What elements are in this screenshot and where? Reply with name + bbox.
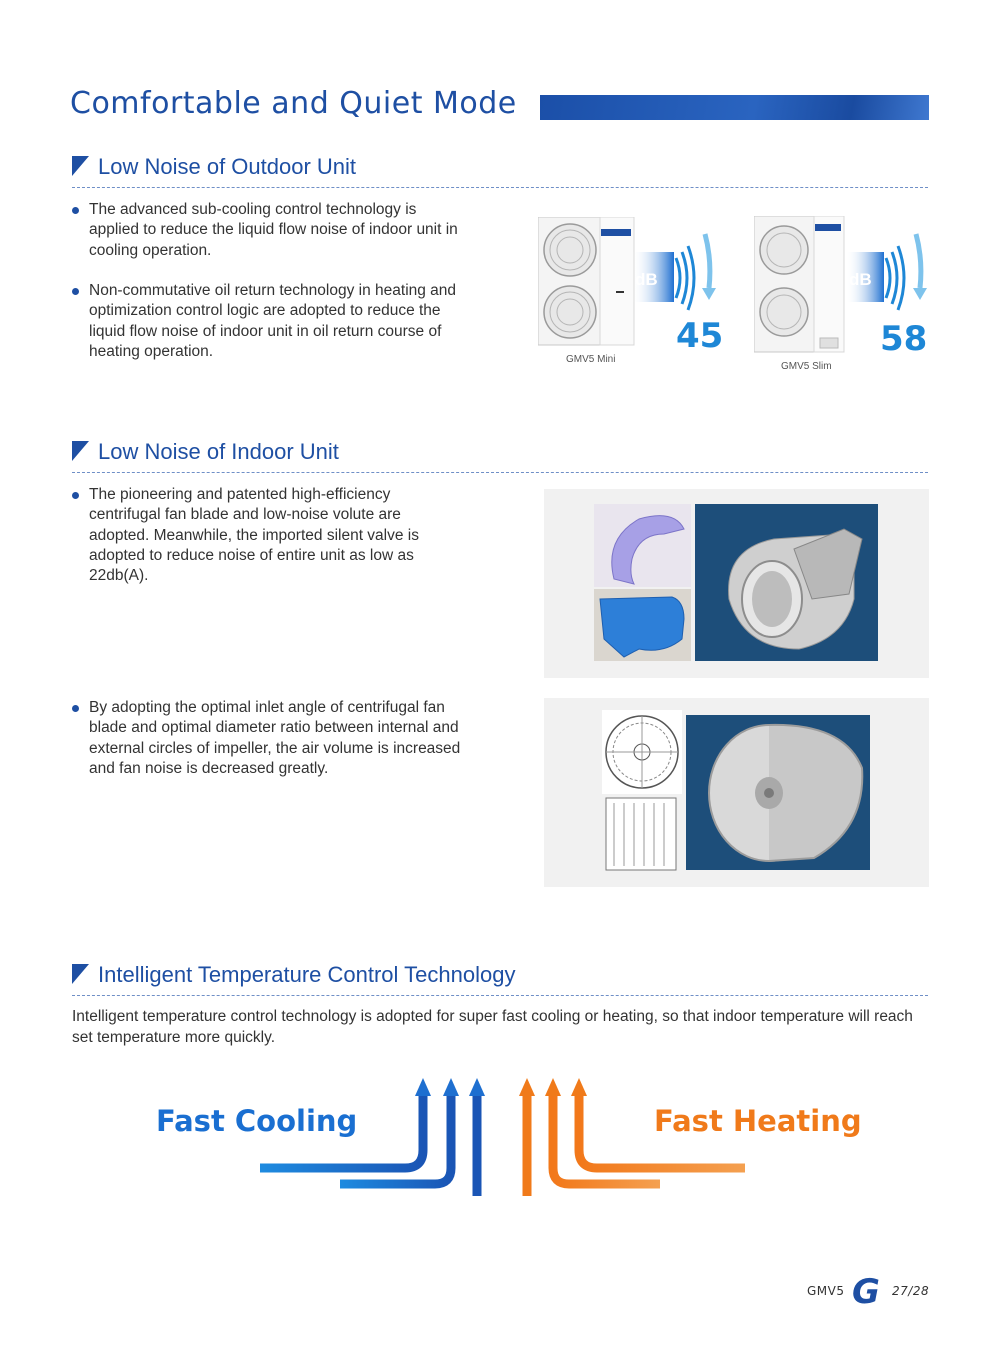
fast-heating-label: Fast Heating [654, 1104, 862, 1138]
db-label: dB [849, 270, 872, 289]
gmv5-mini-unit-image [538, 217, 636, 347]
section-heading-intelligent: Intelligent Temperature Control Technology [72, 962, 515, 988]
bullet-dot-icon [72, 288, 79, 295]
fast-cooling-label: Fast Cooling [156, 1104, 358, 1138]
airflow-arrows-graphic [255, 1072, 755, 1202]
gmv5-slim-unit-image [754, 216, 848, 356]
divider [72, 472, 928, 473]
impeller-image-panel [544, 698, 929, 887]
bullet-indoor-1: The pioneering and patented high-efficiency centrifugal fan blade and low-noise volute are adopted. Meanwhile, the imported silent valve is adopted to reduce noise of entire unit as low as 22db(A). [72, 485, 462, 586]
g-logo-icon: G [852, 1272, 880, 1312]
footer-model: GMV5 [807, 1284, 845, 1298]
page-title: Comfortable and Quiet Mode [70, 86, 517, 121]
bullet-dot-icon [72, 705, 79, 712]
flag-icon [72, 964, 89, 984]
db-value-mini: 45 [676, 316, 724, 356]
flag-icon [72, 441, 89, 461]
db-value-slim: 58 [880, 319, 928, 359]
unit-label-slim: GMV5 Slim [781, 361, 832, 372]
flag-icon [72, 156, 89, 176]
bullet-outdoor-1: The advanced sub-cooling control technology is applied to reduce the liquid flow noise of indoor unit in cooling operation. [72, 200, 462, 261]
divider [72, 187, 928, 188]
unit-label-mini: GMV5 Mini [566, 354, 616, 365]
section-heading-indoor: Low Noise of Indoor Unit [72, 439, 339, 465]
db-label: dB [635, 270, 658, 289]
bullet-dot-icon [72, 492, 79, 499]
bullet-indoor-2: By adopting the optimal inlet angle of centrifugal fan blade and optimal diameter ratio between internal and external circles of impeller, the air volume is increased and fan noise is decreased greatly. [72, 698, 462, 779]
page-number: 27/28 [892, 1284, 930, 1298]
volute-image-panel [544, 489, 929, 678]
title-decor-bar [540, 95, 929, 120]
bullet-dot-icon [72, 207, 79, 214]
bullet-outdoor-2: Non-commutative oil return technology in heating and optimization control logic are adopted to reduce the liquid flow noise of indoor unit in oil return course of heating operation. [72, 281, 462, 362]
intelligent-paragraph: Intelligent temperature control technology is adopted for super fast cooling or heating, so that indoor temperature will reach set temperature more quickly. [72, 1008, 913, 1046]
section-heading-outdoor: Low Noise of Outdoor Unit [72, 154, 356, 180]
divider [72, 995, 928, 996]
